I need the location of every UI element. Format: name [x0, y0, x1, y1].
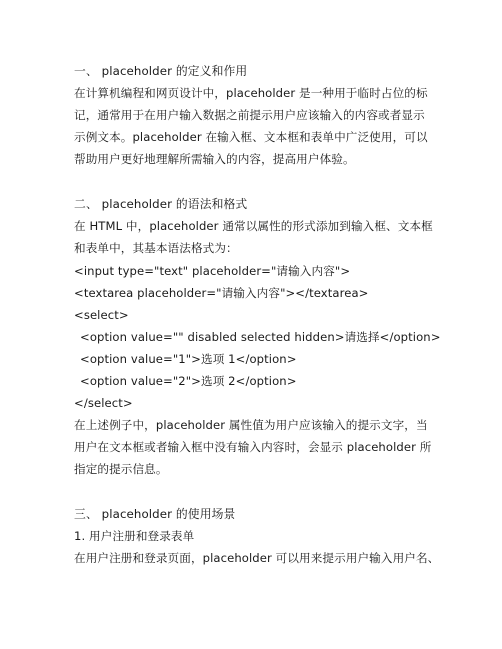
section-1-paragraph-line-2: 记，通常用于在用户输入数据之前提示用户应该输入的内容或者显示: [74, 108, 425, 122]
section-1-paragraph-line-3: 示例文本。placeholder 在输入框、文本框和表单中广泛使用，可以: [74, 130, 428, 144]
code-line-select-close: </select>: [74, 396, 133, 410]
section-1-paragraph-line-4: 帮助用户更好地理解所需输入的内容，提高用户体验。: [74, 152, 355, 166]
section-2-intro-line-2: 和表单中，其基本语法格式为：: [74, 241, 238, 255]
section-2-intro-line-1: 在 HTML 中，placeholder 通常以属性的形式添加到输入框、文本框: [74, 219, 433, 233]
section-3-subheading: 1. 用户注册和登录表单: [74, 529, 195, 543]
section-1-paragraph-line-1: 在计算机编程和网页设计中，placeholder 是一种用于临时占位的标: [74, 86, 428, 100]
section-3-paragraph-line-1: 在用户注册和登录页面，placeholder 可以用来提示用户输入用户名、: [74, 551, 440, 565]
section-1-heading: 一、 placeholder 的定义和作用: [74, 64, 248, 78]
section-2-heading: 二、 placeholder 的语法和格式: [74, 197, 248, 211]
code-line-option-1: <option value="1">选项 1</option>: [80, 352, 297, 366]
code-line-textarea: <textarea placeholder="请输入内容"></textarea>: [74, 286, 369, 300]
code-line-option-placeholder: <option value="" disabled selected hidden>请选择</option>: [80, 330, 441, 344]
code-line-input: <input type="text" placeholder="请输入内容">: [74, 264, 351, 278]
section-2-outro-line-2: 用户在文本框或者输入框中没有输入内容时，会显示 placeholder 所: [74, 440, 432, 454]
code-line-option-2: <option value="2">选项 2</option>: [80, 374, 297, 388]
section-2-outro-line-1: 在上述例子中，placeholder 属性值为用户应该输入的提示文字，当: [74, 418, 428, 432]
section-3-heading: 三、 placeholder 的使用场景: [74, 507, 236, 521]
code-line-select-open: <select>: [74, 308, 129, 322]
section-2-outro-line-3: 指定的提示信息。: [74, 462, 168, 476]
